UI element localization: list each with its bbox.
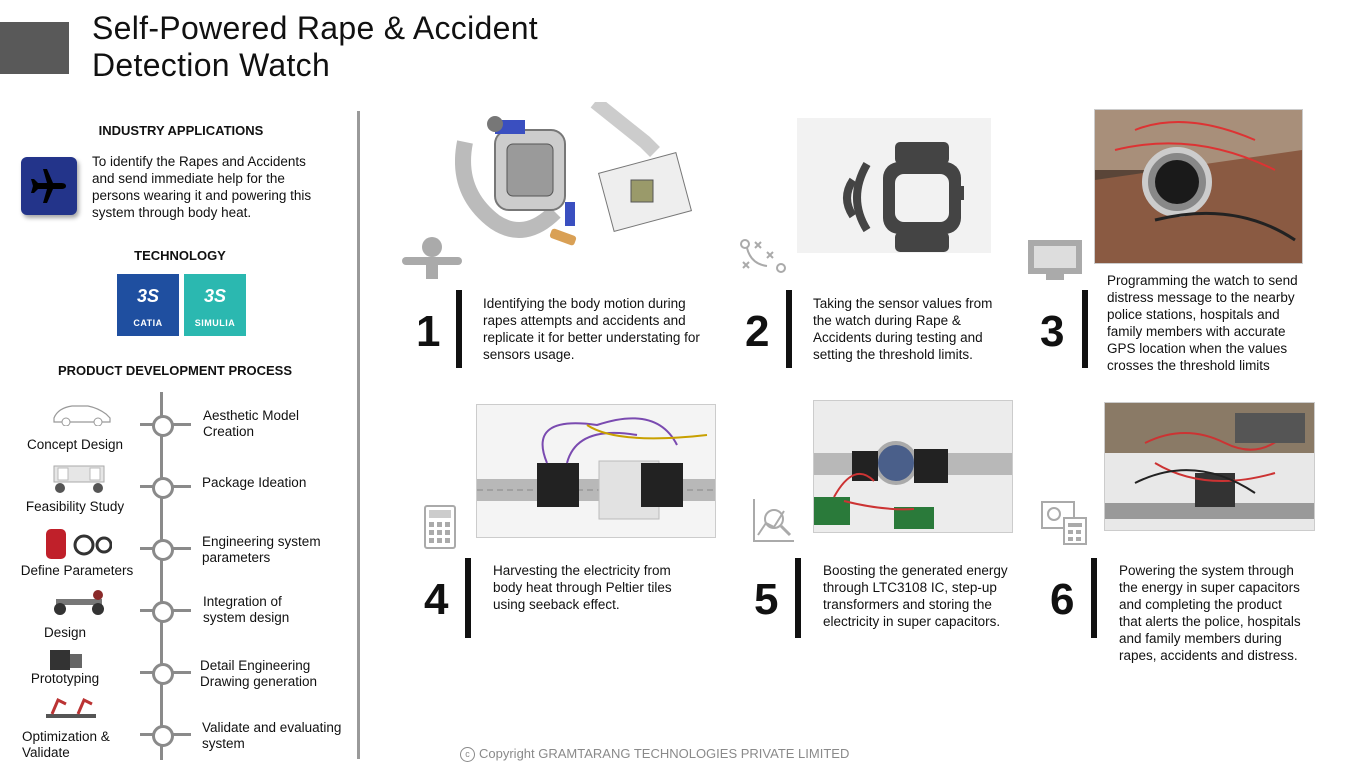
smartwatch-signal-image [797,118,991,253]
industry-heading: INDUSTRY APPLICATIONS [98,123,264,138]
industry-applications-text: To identify the Rapes and Accidents and send immediate help for the persons wearing it and powering this system through body heat. [92,154,312,220]
timeline-tick [171,423,191,426]
wrist-watch-photo [1094,109,1303,264]
airplane-icon [21,157,77,215]
copyright-icon: c [460,747,475,762]
engine-icon [46,646,86,672]
section-divider [357,111,360,759]
stage-left-label: Concept Design [26,437,124,452]
calculator-icon [424,505,456,549]
pdp-heading: PRODUCT DEVELOPMENT PROCESS [57,363,293,378]
step-bar [456,290,462,368]
timeline-node [152,601,174,623]
stage-right-label: Engineering system parameters [202,534,321,565]
timeline-node [152,725,174,747]
step-number: 1 [416,307,441,356]
stage-left-label: Optimization & Validate [22,729,110,760]
chart-magnifier-icon [752,497,796,543]
car-sketch-icon [50,398,114,426]
stage-left-label: Design [43,625,87,640]
stage-right-label: Detail Engineering Drawing generation [200,658,318,689]
strategy-icon [737,236,789,276]
step-bar [1091,558,1097,638]
step-text: Identifying the body motion during rapes attempts and accidents and replicate it for better understating for sensors usage. [483,296,700,362]
peltier-module-photo [476,404,716,538]
step-bar [795,558,801,638]
stage-left-label: Feasibility Study [25,499,125,514]
step-text: Powering the system through the energy in super capacitors and completing the product that alerts the police, hospitals and family members during rapes, accidents and distress. [1119,563,1301,663]
stage-right-label: Integration of system design [203,594,290,625]
dashboard-calculator-icon [1040,500,1088,546]
step-number: 4 [424,575,449,624]
logo-mark: 3S [136,286,160,306]
timeline-tick [171,547,191,550]
logo-label: SIMULIA [194,318,236,328]
timeline-node [152,539,174,561]
step-bar [465,558,471,638]
timeline-node [152,477,174,499]
final-product-photo [1104,402,1315,531]
corner-accent-block [0,22,69,74]
timeline-tick [171,733,191,736]
copyright-notice [460,746,849,762]
seat-icon [398,235,466,281]
timeline-node [152,663,174,685]
step-number: 3 [1040,307,1065,356]
timeline-tick [171,609,191,612]
timeline-tick [171,671,191,674]
step-bar [786,290,792,368]
step-text: Programming the watch to send distress message to the nearby police stations, hospitals and family members with accurate GPS location when the values crosses the threshold limits [1107,273,1298,373]
stage-right-label: Aesthetic Model Creation [203,408,300,439]
step-up-circuit-photo [813,400,1013,533]
step-number: 5 [754,575,779,624]
logo-label: CATIA [133,318,163,328]
page-title: Self-Powered Rape & Accident Detection Watch [92,10,538,83]
copyright-text: Copyright GRAMTARANG TECHNOLOGIES PRIVATE LIMITED [479,746,850,761]
logo-mark: 3S [203,286,227,306]
catia-logo [117,274,179,336]
computer-monitor-icon [1026,238,1084,282]
step-text: Taking the sensor values from the watch during Rape & Accidents during testing and setting the threshold limits. [813,296,993,362]
stage-right-label: Validate and evaluating system [202,720,342,751]
step-text: Harvesting the electricity from body heat through Peltier tiles using seeback effect. [493,563,672,612]
simulia-logo [184,274,246,336]
seat-steering-icon [42,527,112,561]
timeline-tick [171,485,191,488]
timeline-node [152,415,174,437]
car-body-icon [48,458,110,496]
stage-left-label: Define Parameters [20,563,134,578]
step-text: Boosting the generated energy through LTC3108 IC, step-up transformers and storing the electricity in super capacitors. [823,563,1008,629]
technology-heading: TECHNOLOGY [134,248,226,263]
process-timeline [160,392,163,760]
stage-left-label: Prototyping [30,671,100,686]
step-bar [1082,290,1088,368]
stage-right-label: Package Ideation [202,475,307,490]
robot-line-icon [44,694,98,720]
step-number: 2 [745,307,770,356]
chassis-icon [50,587,108,617]
step-number: 6 [1050,575,1075,624]
watch-cad-render [455,102,695,252]
